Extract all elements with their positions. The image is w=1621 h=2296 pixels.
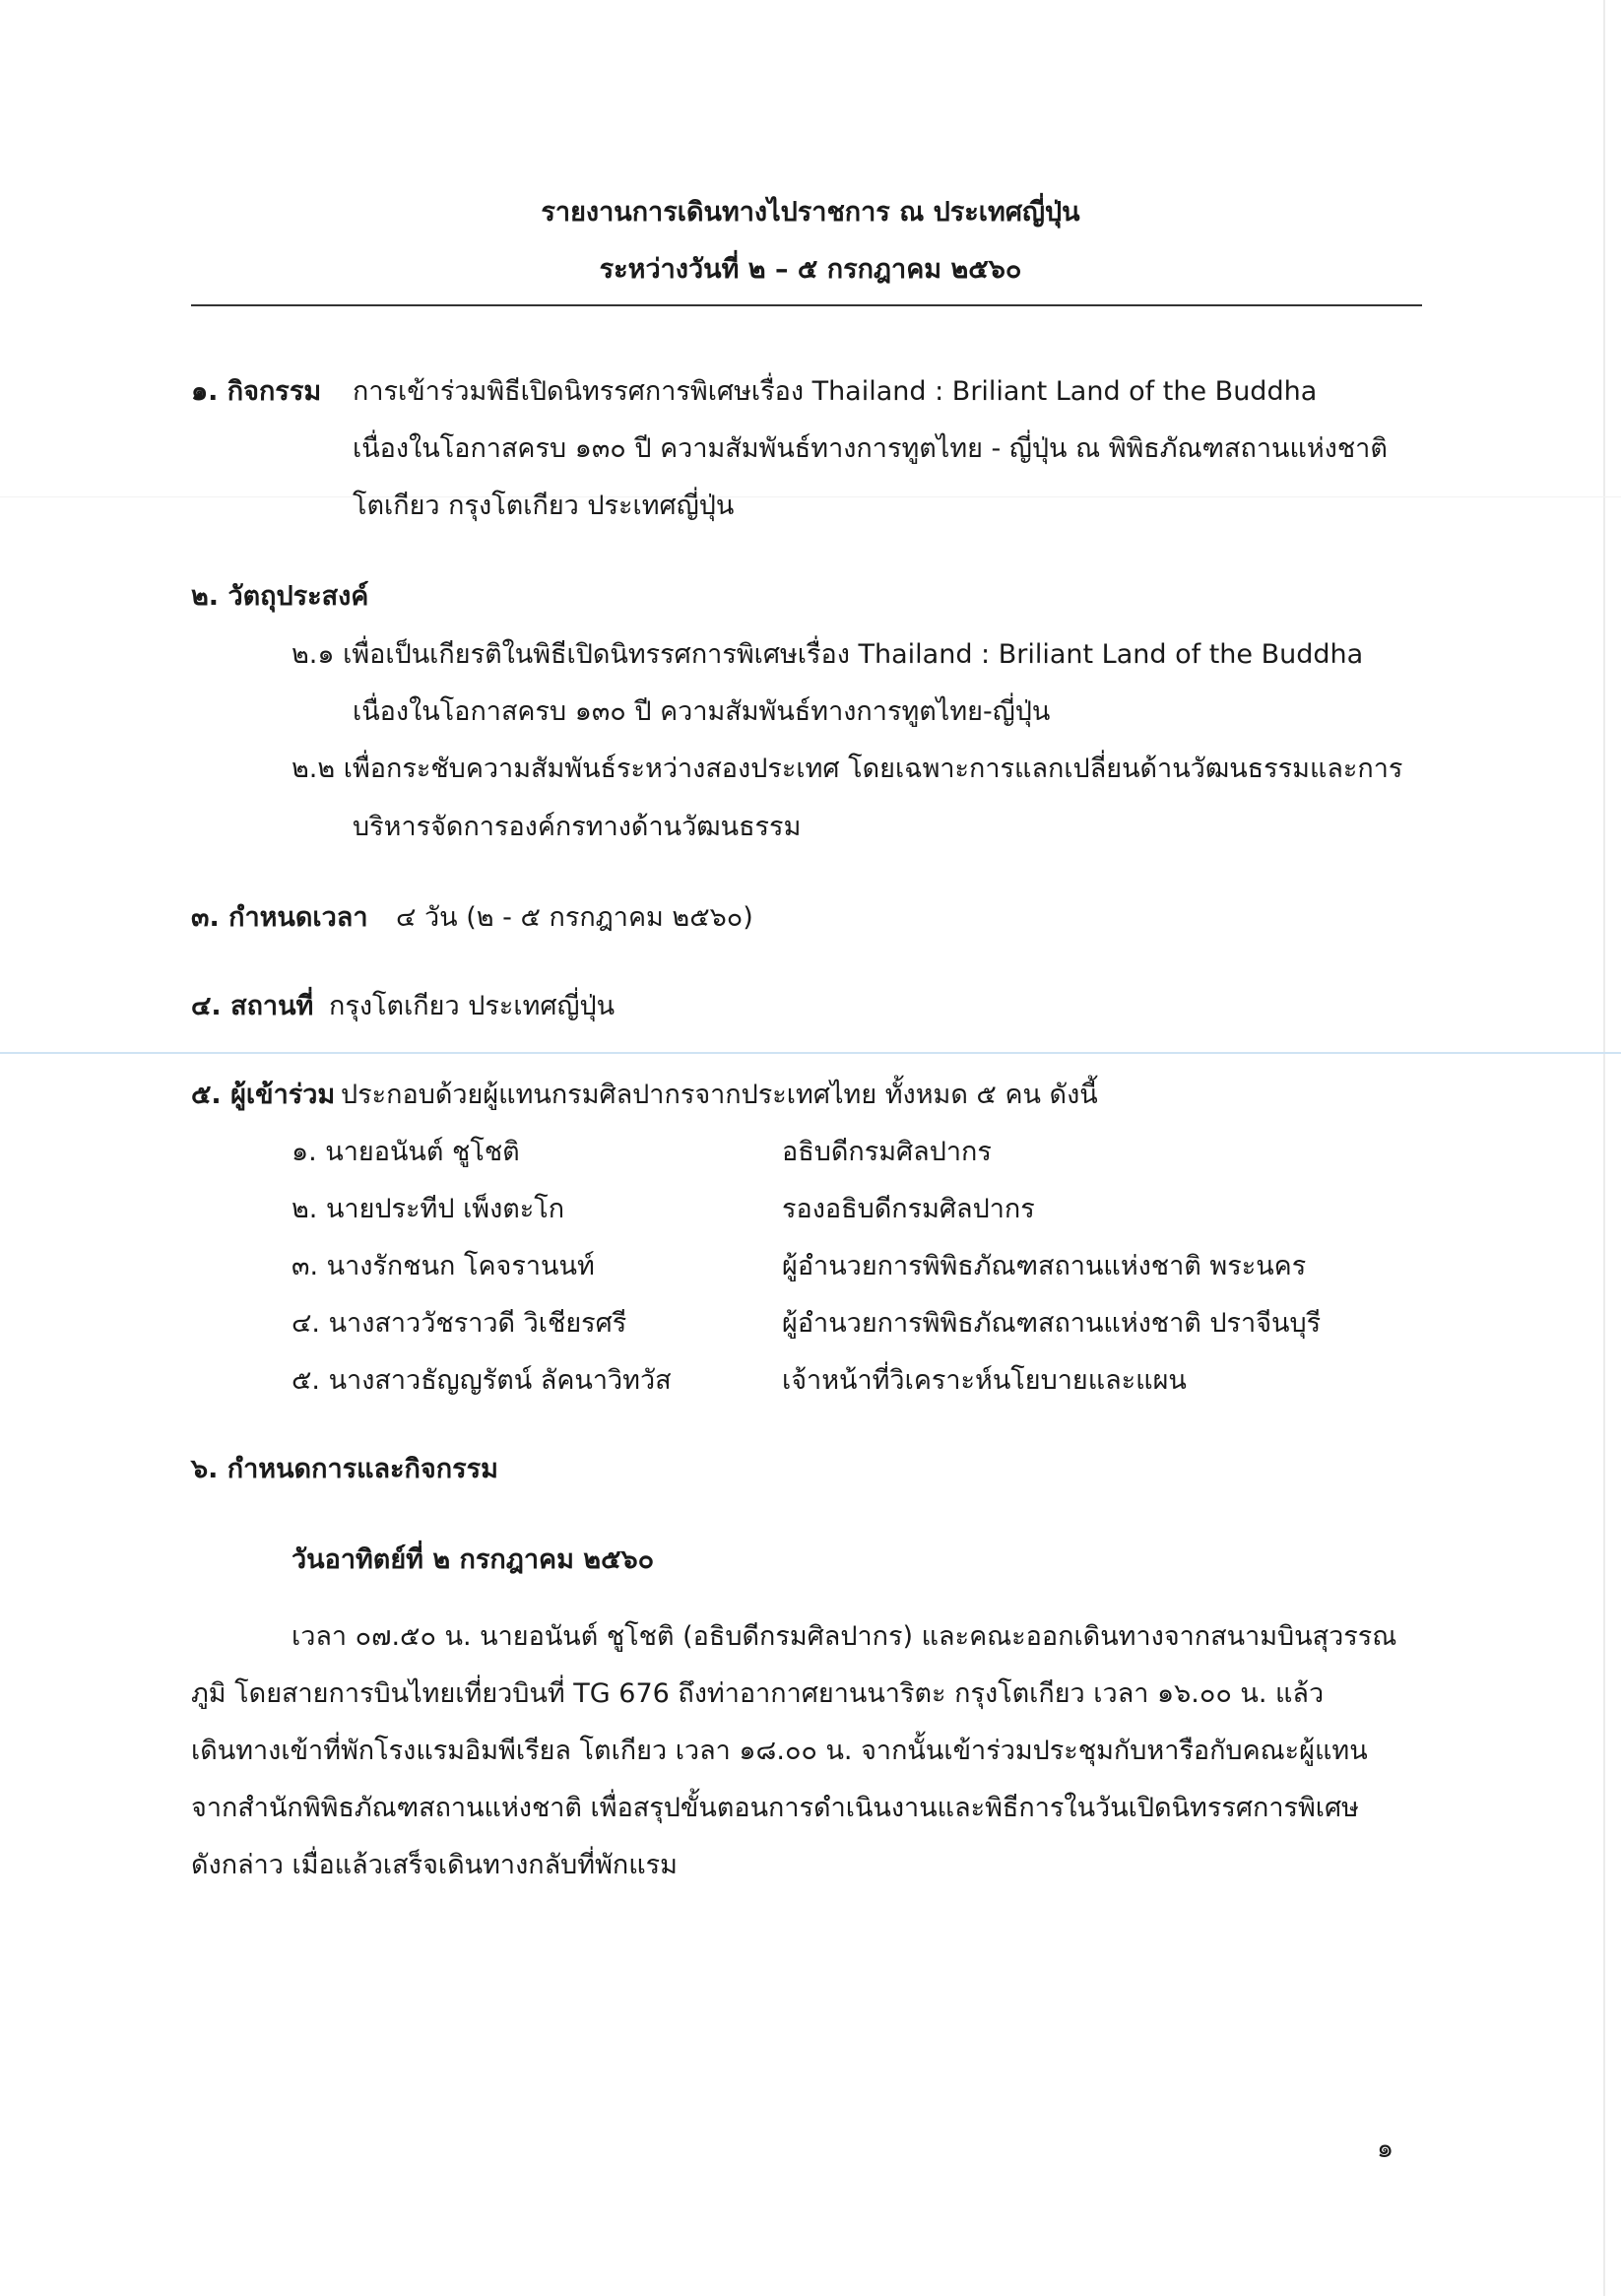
section-1-label: ๑. กิจกรรม <box>191 376 322 407</box>
section-1-line-2: เนื่องในโอกาสครบ ๑๓๐ ปี ความสัมพันธ์ทางการทูตไทย - ญี่ปุ่น ณ พิพิธภัณฑสถานแห่งชาติ <box>353 433 1388 464</box>
report-date-range: ระหว่างวันที่ ๒ – ๕ กรกฎาคม ๒๕๖๐ <box>599 254 1022 285</box>
participant-name: ๔. นางสาววัชราวดี วิเชียรศรี <box>292 1308 627 1339</box>
section-1-line-1: การเข้าร่วมพิธีเปิดนิทรรศการพิเศษเรื่อง Thailand : Briliant Land of the Buddha <box>353 376 1318 407</box>
scan-edge-line <box>1603 0 1605 2296</box>
section-5-text: ประกอบด้วยผู้แทนกรมศิลปากรจากประเทศไทย ทั้งหมด ๕ คน ดังนี้ <box>341 1080 1098 1110</box>
participant-role: เจ้าหน้าที่วิเคราะห์นโยบายและแผน <box>782 1365 1187 1396</box>
paragraph-line: เดินทางเข้าที่พักโรงแรมอิมพีเรียล โตเกียว เวลา ๑๘.๐๐ น. จากนั้นเข้าร่วมประชุมกับหารือกับคณะผู้แทน <box>191 1736 1368 1766</box>
day-heading: วันอาทิตย์ที่ ๒ กรกฎาคม ๒๕๖๐ <box>292 1544 655 1575</box>
participant-role: รองอธิบดีกรมศิลปากร <box>782 1194 1035 1224</box>
section-4-text: กรุงโตเกียว ประเทศญี่ปุ่น <box>329 991 616 1021</box>
section-3-label: ๓. กำหนดเวลา <box>191 902 368 933</box>
section-2-label: ๒. วัตถุประสงค์ <box>191 581 369 612</box>
section-5-label: ๕. ผู้เข้าร่วม <box>191 1080 336 1110</box>
scan-faint-line <box>0 496 1621 497</box>
participant-name: ๑. นายอนันต์ ชูโชติ <box>292 1137 520 1167</box>
section-4-label: ๔. สถานที่ <box>191 991 314 1021</box>
participant-name: ๕. นางสาวธัญญรัตน์ ลัคนาวิทวัส <box>292 1365 672 1396</box>
page-number: ๑ <box>1377 2133 1394 2164</box>
paragraph-line: จากสำนักพิพิธภัณฑสถานแห่งชาติ เพื่อสรุปขั้นตอนการดำเนินงานและพิธีการในวันเปิดนิทรรศการพิเศษ <box>191 1793 1359 1823</box>
participant-role: อธิบดีกรมศิลปากร <box>782 1137 992 1167</box>
participant-name: ๒. นายประทีป เพ็งตะโก <box>292 1194 565 1224</box>
participant-role: ผู้อำนวยการพิพิธภัณฑสถานแห่งชาติ ปราจีนบุรี <box>782 1308 1322 1339</box>
objective-2-line-2: บริหารจัดการองค์กรทางด้านวัฒนธรรม <box>353 812 802 842</box>
scan-artifact-line <box>0 1052 1621 1054</box>
paragraph-line: เวลา ๐๗.๕๐ น. นายอนันต์ ชูโชติ (อธิบดีกรมศิลปากร) และคณะออกเดินทางจากสนามบินสุวรรณ <box>292 1621 1397 1652</box>
participant-name: ๓. นางรักชนก โคจรานนท์ <box>292 1251 595 1281</box>
section-3-text: ๔ วัน (๒ - ๕ กรกฎาคม ๒๕๖๐) <box>396 902 753 933</box>
title-divider <box>191 304 1422 306</box>
paragraph-line: ภูมิ โดยสายการบินไทยเที่ยวบินที่ TG 676 ถึงท่าอากาศยานนาริตะ กรุงโตเกียว เวลา ๑๖.๐๐ น. แล้ว <box>191 1678 1325 1709</box>
participant-role: ผู้อำนวยการพิพิธภัณฑสถานแห่งชาติ พระนคร <box>782 1251 1307 1281</box>
objective-1-line-1: ๒.๑ เพื่อเป็นเกียรติในพิธีเปิดนิทรรศการพิเศษเรื่อง Thailand : Briliant Land of the Buddha <box>292 639 1364 670</box>
section-6-label: ๖. กำหนดการและกิจกรรม <box>191 1454 498 1484</box>
paragraph-line: ดังกล่าว เมื่อแล้วเสร็จเดินทางกลับที่พักแรม <box>191 1850 678 1880</box>
objective-2-line-1: ๒.๒ เพื่อกระชับความสัมพันธ์ระหว่างสองประเทศ โดยเฉพาะการแลกเปลี่ยนด้านวัฒนธรรมและการ <box>292 754 1403 784</box>
section-1-line-3: โตเกียว กรุงโตเกียว ประเทศญี่ปุ่น <box>353 491 735 521</box>
report-title: รายงานการเดินทางไปราชการ ณ ประเทศญี่ปุ่น <box>541 197 1080 228</box>
objective-1-line-2: เนื่องในโอกาสครบ ๑๓๐ ปี ความสัมพันธ์ทางการทูตไทย-ญี่ปุ่น <box>353 696 1051 727</box>
